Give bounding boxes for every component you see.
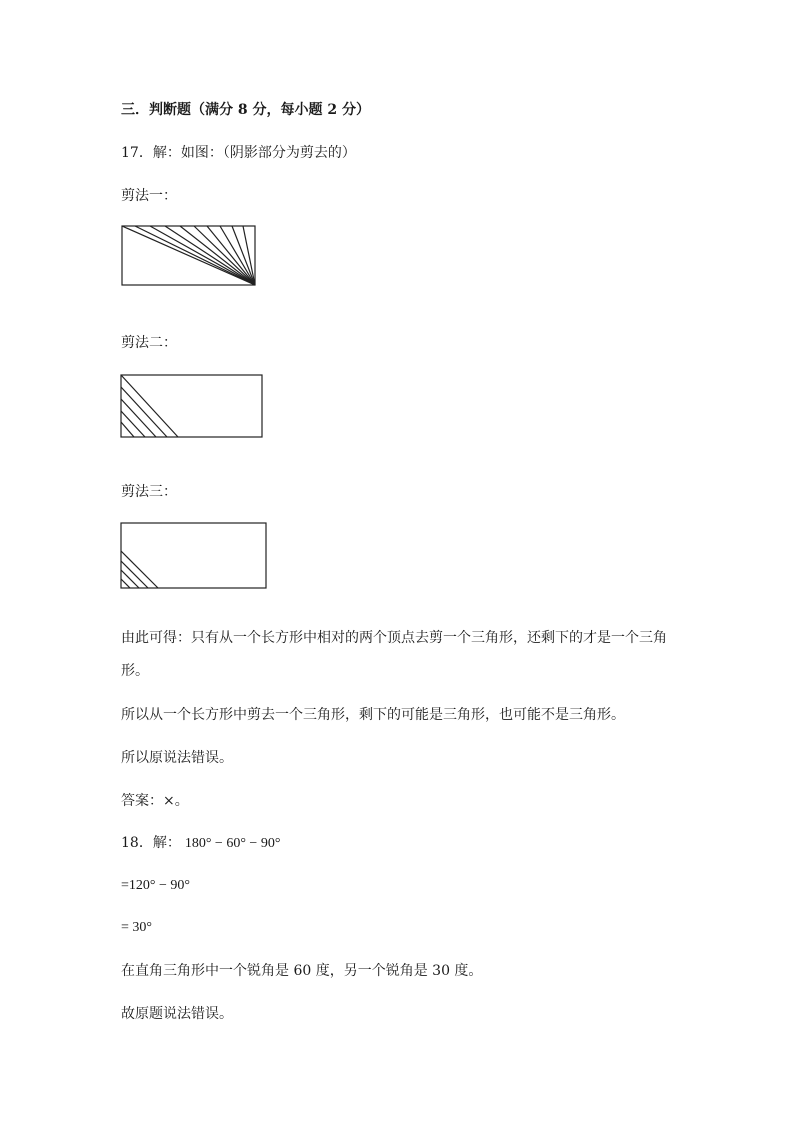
q18-label: 18．解： [121, 835, 181, 851]
q17-intro: 17．解：如图：（阴影部分为剪去的） [121, 145, 356, 161]
cut3-label: 剪法三： [121, 484, 177, 500]
q18-statement: 在直角三角形中一个锐角是 60 度，另一个锐角是 30 度。 [121, 963, 483, 979]
cut3-hatch [121, 551, 158, 588]
q18-line [121, 834, 280, 853]
q18-expr2: =120° − 90° [121, 878, 190, 893]
q17-conclusion-line2: 形。 [121, 663, 149, 679]
q18-expr3: = 30° [121, 920, 152, 935]
q17-verdict: 所以原说法错误。 [121, 750, 233, 766]
q17-reason: 所以从一个长方形中剪去一个三角形，剩下的可能是三角形，也可能不是三角形。 [121, 707, 625, 723]
q18-verdict: 故原题说法错误。 [121, 1006, 233, 1022]
section-title: 三．判断题（满分 8 分，每小题 2 分） [121, 102, 370, 118]
cut3-rectangle [121, 523, 266, 588]
q17-answer: 答案：×。 [121, 793, 189, 809]
q18-expr1: 180° − 60° − 90° [184, 836, 281, 851]
cut1-label: 剪法一： [121, 188, 177, 204]
q17-conclusion-line1: 由此可得：只有从一个长方形中相对的两个顶点去剪一个三角形，还剩下的才是一个三角 [121, 630, 667, 646]
cut2-label: 剪法二： [121, 335, 177, 351]
